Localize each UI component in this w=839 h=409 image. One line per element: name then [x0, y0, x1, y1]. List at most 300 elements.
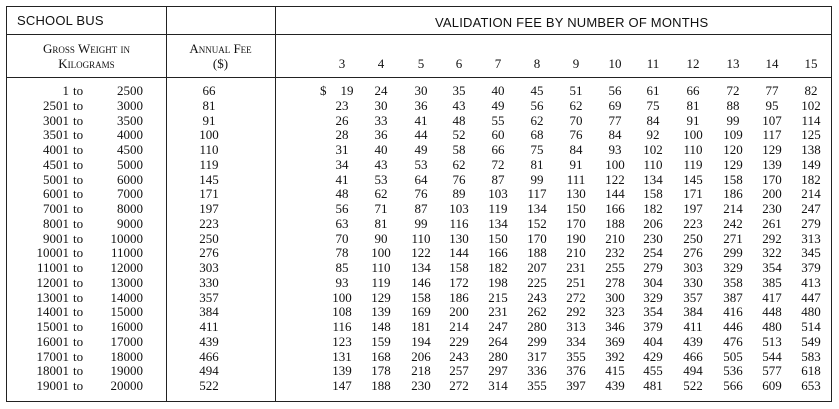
weight-to: 15000: [110, 304, 143, 320]
weight-from: 14001: [36, 304, 69, 320]
weight-to-word: to: [73, 304, 84, 320]
fee-cell-month-14: 117: [762, 127, 782, 143]
fee-cell-month-7: 103: [488, 186, 508, 202]
fee-cell-month-10: 255: [605, 260, 625, 275]
annual-fee: 384: [199, 304, 219, 320]
weight-to-word: to: [73, 127, 84, 143]
fee-cell-month-3: 139: [332, 363, 352, 379]
fee-cell-month-15: 345: [801, 245, 821, 261]
weight-from: 12001: [36, 274, 69, 290]
fee-cell-month-7: 166: [488, 245, 508, 261]
weight-to-word: to: [73, 142, 84, 157]
fee-cell-month-6: 103: [449, 201, 469, 216]
fee-cell-month-4: 24: [374, 83, 388, 98]
fee-cell-month-9: 150: [566, 201, 586, 216]
fee-cell-month-13: 446: [723, 319, 743, 334]
fee-cell-month-12: 171: [683, 186, 703, 202]
fee-cell-month-14: 129: [762, 142, 782, 157]
fee-cell-month-4: 71: [374, 201, 388, 216]
fee-cell-month-8: 336: [527, 363, 547, 379]
annual-fee: 494: [199, 363, 219, 379]
fee-cell-month-3: 28: [335, 127, 349, 143]
fee-cell-month-13: 566: [723, 378, 743, 393]
fee-cell-month-5: 194: [411, 333, 431, 349]
fee-cell-month-9: 190: [566, 230, 586, 246]
fee-cell-month-10: 188: [605, 215, 625, 231]
fee-cell-month-13: 99: [726, 112, 740, 128]
fee-cell-month-14: 292: [762, 230, 782, 246]
fee-cell-month-15: 125: [801, 127, 821, 143]
fee-cell-month-6: 62: [452, 156, 466, 172]
fee-cell-month-5: 110: [411, 230, 431, 246]
fee-cell-month-14: 200: [762, 186, 782, 202]
month-header-8: 8: [533, 56, 541, 71]
fee-cell-month-5: 30: [414, 83, 428, 98]
weight-to-word: to: [73, 289, 84, 305]
fee-cell-month-15: 82: [804, 83, 818, 98]
annual-fee: 250: [199, 230, 219, 246]
fee-cell-month-5: 134: [411, 260, 431, 275]
fee-cell-month-8: 45: [530, 83, 544, 98]
fee-cell-month-6: 52: [452, 127, 466, 143]
fee-cell-month-8: 75: [530, 142, 544, 157]
weight-to-word: to: [73, 186, 84, 202]
fee-cell-month-11: 182: [643, 201, 663, 216]
fee-cell-month-10: 392: [605, 348, 625, 364]
annual-fee: 145: [199, 171, 219, 187]
fee-cell-month-3: 123: [332, 333, 352, 349]
fee-cell-month-10: 93: [608, 142, 622, 157]
fee-cell-month-7: 119: [488, 201, 508, 216]
fee-cell-month-11: 354: [643, 304, 663, 320]
fee-cell-month-4: 129: [371, 289, 391, 305]
fee-cell-month-15: 549: [801, 333, 821, 349]
fee-cell-month-3: 19: [340, 83, 354, 98]
fee-cell-month-13: 505: [723, 348, 743, 364]
fee-cell-month-12: 466: [683, 348, 703, 364]
weight-to: 13000: [110, 274, 143, 290]
header-divider: [7, 77, 831, 78]
fee-cell-month-14: 448: [762, 304, 782, 320]
fee-cell-month-15: 114: [801, 112, 821, 128]
fee-cell-month-11: 92: [646, 127, 660, 143]
weight-header-line1: Gross Weight in: [43, 41, 130, 56]
fee-cell-month-13: 120: [723, 142, 743, 157]
fee-cell-month-11: 455: [643, 363, 663, 379]
annual-fee: 81: [202, 97, 216, 113]
fee-cell-month-8: 262: [527, 304, 547, 320]
fee-cell-month-14: 107: [762, 112, 782, 128]
weight-to: 18000: [110, 348, 143, 364]
fee-cell-month-9: 272: [566, 289, 586, 305]
annual-fee: 119: [199, 156, 219, 172]
fee-cell-month-10: 415: [605, 363, 625, 379]
fee-cell-month-6: 272: [449, 378, 469, 393]
fee-cell-month-8: 225: [527, 274, 547, 290]
weight-to: 14000: [110, 289, 143, 305]
weight-from: 17001: [36, 348, 69, 364]
fee-cell-month-4: 40: [374, 142, 388, 157]
fee-cell-month-11: 404: [643, 333, 663, 349]
weight-to: 5000: [117, 156, 143, 172]
fee-cell-month-6: 144: [449, 245, 469, 261]
fee-cell-month-15: 149: [801, 156, 821, 172]
fee-cell-month-3: 48: [335, 186, 349, 202]
fee-cell-month-3: 116: [332, 319, 352, 334]
weight-to-word: to: [73, 230, 84, 246]
fee-cell-month-13: 186: [723, 186, 743, 202]
month-header-5: 5: [417, 56, 425, 71]
fee-cell-month-9: 397: [566, 378, 586, 393]
fee-cell-month-3: 70: [335, 230, 349, 246]
fee-cell-month-8: 188: [527, 245, 547, 261]
annual-fee: 466: [199, 348, 219, 364]
fee-cell-month-3: 56: [335, 201, 349, 216]
fee-cell-month-5: 181: [411, 319, 431, 334]
fee-cell-month-4: 81: [374, 215, 388, 231]
fee-cell-month-10: 144: [605, 186, 625, 202]
fee-cell-month-12: 66: [686, 83, 700, 98]
fee-cell-month-13: 214: [723, 201, 743, 216]
fee-cell-month-4: 188: [371, 378, 391, 393]
fee-cell-month-7: 280: [488, 348, 508, 364]
weight-to: 12000: [110, 260, 143, 275]
month-header-3: 3: [338, 56, 346, 71]
fee-cell-month-13: 88: [726, 97, 740, 113]
fee-cell-month-4: 36: [374, 127, 388, 143]
fee-cell-month-5: 158: [411, 289, 431, 305]
fee-cell-month-11: 429: [643, 348, 663, 364]
fee-cell-month-8: 62: [530, 112, 544, 128]
weight-from: 7001: [43, 201, 69, 216]
weight-to: 10000: [110, 230, 143, 246]
fee-cell-month-9: 51: [569, 83, 583, 98]
fee-cell-month-14: 139: [762, 156, 782, 172]
annual-fee: 223: [199, 215, 219, 231]
fee-cell-month-5: 36: [414, 97, 428, 113]
weight-from: 3001: [43, 112, 69, 128]
fee-cell-month-9: 84: [569, 142, 583, 157]
weight-to: 8000: [117, 201, 143, 216]
weight-to-word: to: [73, 112, 84, 128]
fee-cell-month-15: 214: [801, 186, 821, 202]
fee-cell-month-8: 134: [527, 201, 547, 216]
fee-cell-month-11: 304: [643, 274, 663, 290]
fee-cell-month-9: 376: [566, 363, 586, 379]
weight-to-word: to: [73, 97, 84, 113]
weight-to: 9000: [117, 215, 143, 231]
weight-from: 5001: [43, 171, 69, 187]
fee-cell-month-5: 41: [414, 112, 428, 128]
weight-from: 1: [62, 83, 69, 98]
fee-cell-month-4: 139: [371, 304, 391, 320]
fee-cell-month-13: 129: [723, 156, 743, 172]
months-section-title: VALIDATION FEE BY NUMBER OF MONTHS: [435, 15, 709, 30]
fee-cell-month-12: 330: [683, 274, 703, 290]
fee-cell-month-12: 303: [683, 260, 703, 275]
fee-cell-month-4: 159: [371, 333, 391, 349]
month-header-10: 10: [608, 56, 622, 71]
fee-cell-month-11: 102: [643, 142, 663, 157]
fee-cell-month-7: 182: [488, 260, 508, 275]
title-column-divider: [275, 7, 276, 34]
fee-cell-month-8: 117: [527, 186, 547, 202]
fee-cell-month-15: 182: [801, 171, 821, 187]
fee-cell-month-14: 170: [762, 171, 782, 187]
fee-cell-month-15: 138: [801, 142, 821, 157]
fee-cell-month-8: 355: [527, 378, 547, 393]
fee-cell-month-6: 48: [452, 112, 466, 128]
weight-from: 16001: [36, 333, 69, 349]
weight-to-word: to: [73, 245, 84, 261]
annual-fee: 330: [199, 274, 219, 290]
fee-cell-month-7: 198: [488, 274, 508, 290]
weight-to-word: to: [73, 201, 84, 216]
month-header-14: 14: [765, 56, 779, 71]
fee-cell-month-9: 313: [566, 319, 586, 334]
fee-cell-month-3: 147: [332, 378, 352, 393]
fee-cell-month-3: 131: [332, 348, 352, 364]
weight-from: 8001: [43, 215, 69, 231]
fee-cell-month-15: 514: [801, 319, 821, 334]
fee-cell-month-14: 322: [762, 245, 782, 261]
fee-cell-month-7: 297: [488, 363, 508, 379]
fee-cell-month-4: 33: [374, 112, 388, 128]
fee-cell-month-9: 334: [566, 333, 586, 349]
fee-cell-month-6: 35: [452, 83, 466, 98]
fee-cell-month-7: 314: [488, 378, 508, 393]
fee-cell-month-14: 230: [762, 201, 782, 216]
fee-cell-month-7: 264: [488, 333, 508, 349]
fee-cell-month-12: 110: [683, 142, 703, 157]
fee-cell-month-14: 480: [762, 319, 782, 334]
fee-cell-month-7: 49: [491, 97, 505, 113]
fee-cell-month-5: 49: [414, 142, 428, 157]
fee-cell-month-9: 292: [566, 304, 586, 320]
fee-cell-month-4: 110: [371, 260, 391, 275]
weight-header: [7, 41, 166, 71]
fee-cell-month-12: 357: [683, 289, 703, 305]
fee-cell-month-4: 62: [374, 186, 388, 202]
fee-cell-month-7: 231: [488, 304, 508, 320]
fee-cell-month-14: 417: [762, 289, 782, 305]
weight-to-word: to: [73, 274, 84, 290]
fee-cell-month-12: 384: [683, 304, 703, 320]
fee-cell-month-7: 247: [488, 319, 508, 334]
annual-fee: 303: [199, 260, 219, 275]
fee-cell-month-13: 358: [723, 274, 743, 290]
weight-to: 16000: [110, 319, 143, 334]
month-header-7: 7: [494, 56, 502, 71]
fee-cell-month-9: 76: [569, 127, 583, 143]
fee-cell-month-12: 100: [683, 127, 703, 143]
fee-cell-month-5: 169: [411, 304, 431, 320]
weight-from: 10001: [36, 245, 69, 261]
fee-cell-month-6: 214: [449, 319, 469, 334]
fee-cell-month-12: 494: [683, 363, 703, 379]
fee-cell-month-5: 146: [411, 274, 431, 290]
fee-cell-month-11: 134: [643, 171, 663, 187]
fee-cell-month-6: 172: [449, 274, 469, 290]
fee-cell-month-15: 583: [801, 348, 821, 364]
weight-to: 4000: [117, 127, 143, 143]
fee-cell-month-11: 158: [643, 186, 663, 202]
fee-cell-month-10: 210: [605, 230, 625, 246]
weight-to-word: to: [73, 156, 84, 172]
weight-from: 2501: [43, 97, 69, 113]
fee-cell-month-11: 206: [643, 215, 663, 231]
annual-fee: 522: [199, 378, 219, 393]
weight-to-word: to: [73, 348, 84, 364]
fee-cell-month-8: 243: [527, 289, 547, 305]
fee-cell-month-9: 210: [566, 245, 586, 261]
fee-cell-month-12: 81: [686, 97, 700, 113]
weight-from: 6001: [43, 186, 69, 202]
weight-to: 4500: [117, 142, 143, 157]
fee-cell-month-14: 385: [762, 274, 782, 290]
fee-cell-month-4: 148: [371, 319, 391, 334]
fee-cell-month-8: 317: [527, 348, 547, 364]
fee-cell-month-13: 109: [723, 127, 743, 143]
fee-cell-month-12: 411: [683, 319, 703, 334]
fee-cell-month-5: 99: [414, 215, 428, 231]
weight-to: 11000: [110, 245, 143, 261]
weight-to-word: to: [73, 333, 84, 349]
fee-cell-month-8: 280: [527, 319, 547, 334]
fee-cell-month-5: 64: [414, 171, 428, 187]
fee-cell-month-12: 522: [683, 378, 703, 393]
fee-cell-month-13: 299: [723, 245, 743, 261]
month-header-11: 11: [646, 56, 660, 71]
fee-cell-month-15: 279: [801, 215, 821, 231]
fee-cell-month-7: 87: [491, 171, 505, 187]
month-header-12: 12: [686, 56, 700, 71]
fee-cell-month-15: 413: [801, 274, 821, 290]
weight-from: 18001: [36, 363, 69, 379]
fee-cell-month-15: 447: [801, 289, 821, 305]
fee-cell-month-13: 416: [723, 304, 743, 320]
fee-cell-month-6: 89: [452, 186, 466, 202]
fee-cell-month-6: 200: [449, 304, 469, 320]
table-title: SCHOOL BUS: [17, 13, 104, 28]
weight-to: 6000: [117, 171, 143, 187]
fee-cell-month-11: 230: [643, 230, 663, 246]
annual-fee-header-line1: Annual Fee: [189, 41, 252, 56]
fee-cell-month-3: 78: [335, 245, 349, 261]
fee-cell-month-12: 197: [683, 201, 703, 216]
fee-cell-month-11: 254: [643, 245, 663, 261]
fee-cell-month-10: 69: [608, 97, 622, 113]
fee-cell-month-15: 247: [801, 201, 821, 216]
fee-cell-month-8: 56: [530, 97, 544, 113]
fee-cell-month-10: 439: [605, 378, 625, 393]
fee-cell-month-14: 77: [765, 83, 779, 98]
fee-cell-month-5: 87: [414, 201, 428, 216]
fee-cell-month-9: 62: [569, 97, 583, 113]
fee-cell-month-7: 66: [491, 142, 505, 157]
weight-from: 4001: [43, 142, 69, 157]
fee-cell-month-9: 91: [569, 156, 583, 172]
weight-to-word: to: [73, 319, 84, 334]
fee-cell-month-8: 68: [530, 127, 544, 143]
weight-from: 15001: [36, 319, 69, 334]
fee-cell-month-10: 346: [605, 319, 625, 334]
fee-cell-month-14: 513: [762, 333, 782, 349]
weight-to-word: to: [73, 363, 84, 379]
weight-to: 19000: [110, 363, 143, 379]
fee-cell-month-15: 480: [801, 304, 821, 320]
weight-to: 2500: [117, 83, 143, 98]
fee-cell-month-11: 329: [643, 289, 663, 305]
fee-cell-month-11: 75: [646, 97, 660, 113]
fee-cell-month-3: 26: [335, 112, 349, 128]
weight-from: 3501: [43, 127, 69, 143]
fee-cell-month-12: 119: [683, 156, 703, 172]
fee-cell-month-6: 116: [449, 215, 469, 231]
fee-cell-month-5: 44: [414, 127, 428, 143]
annual-fee: 197: [199, 201, 219, 216]
fee-cell-month-6: 257: [449, 363, 469, 379]
fee-cell-month-12: 439: [683, 333, 703, 349]
fee-cell-month-7: 134: [488, 215, 508, 231]
fee-cell-month-3: 31: [335, 142, 349, 157]
fee-cell-month-14: 544: [762, 348, 782, 364]
fee-cell-month-15: 313: [801, 230, 821, 246]
fee-cell-month-11: 279: [643, 260, 663, 275]
fee-cell-month-10: 323: [605, 304, 625, 320]
fee-cell-month-11: 110: [643, 156, 663, 172]
month-header-4: 4: [377, 56, 385, 71]
weight-to: 3000: [117, 97, 143, 113]
annual-fee: 357: [199, 289, 219, 305]
month-header-15: 15: [804, 56, 818, 71]
fee-cell-month-14: 577: [762, 363, 782, 379]
annual-fee-header-line2: ($): [212, 56, 229, 71]
fee-cell-month-8: 81: [530, 156, 544, 172]
fee-cell-month-11: 61: [646, 83, 660, 98]
fee-cell-month-9: 231: [566, 260, 586, 275]
fee-cell-month-13: 271: [723, 230, 743, 246]
fee-cell-month-14: 354: [762, 260, 782, 275]
fee-cell-month-15: 102: [801, 97, 821, 113]
fee-cell-month-4: 168: [371, 348, 391, 364]
annual-fee: 91: [202, 112, 216, 128]
weight-to: 7000: [117, 186, 143, 202]
fee-cell-month-7: 215: [488, 289, 508, 305]
fee-cell-month-6: 130: [449, 230, 469, 246]
fee-cell-month-10: 77: [608, 112, 622, 128]
fee-cell-month-13: 536: [723, 363, 743, 379]
annual-fee: 411: [199, 319, 219, 334]
dollar-sign: $: [320, 83, 327, 98]
fee-cell-month-10: 166: [605, 201, 625, 216]
fee-cell-month-6: 229: [449, 333, 469, 349]
fee-cell-month-10: 84: [608, 127, 622, 143]
fee-cell-month-3: 63: [335, 215, 349, 231]
fee-cell-month-12: 145: [683, 171, 703, 187]
fee-cell-month-7: 72: [491, 156, 505, 172]
annual-fee: 110: [199, 142, 219, 157]
fee-cell-month-14: 609: [762, 378, 782, 393]
fee-cell-month-9: 170: [566, 215, 586, 231]
fee-cell-month-4: 30: [374, 97, 388, 113]
fee-cell-month-13: 242: [723, 215, 743, 231]
fee-cell-month-10: 300: [605, 289, 625, 305]
fee-cell-month-12: 91: [686, 112, 700, 128]
fee-cell-month-6: 58: [452, 142, 466, 157]
fee-cell-month-9: 70: [569, 112, 583, 128]
fee-cell-month-3: 34: [335, 156, 349, 172]
